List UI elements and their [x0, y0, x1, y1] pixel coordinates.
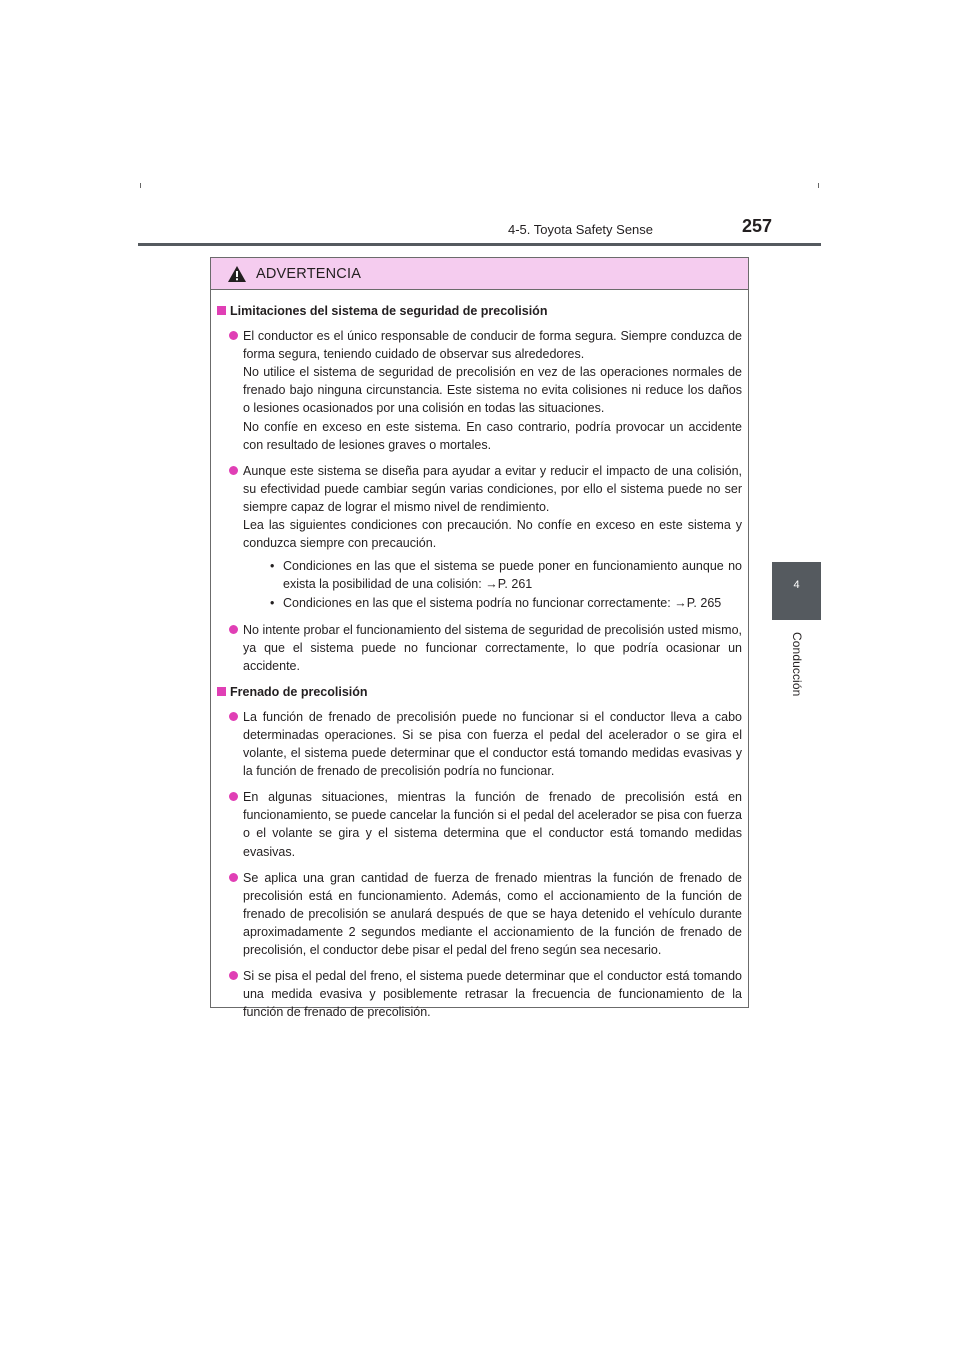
warning-item [217, 327, 742, 454]
section-heading [217, 683, 742, 701]
item-paragraph: No utilice el sistema de seguridad de precolisión en vez de las operaciones normales de frenado bajo ninguna circunstancia. Este sistema no evita colisiones ni reduce los daños o lesiones ocasionados por una colisión en todas las situaciones. [243, 365, 742, 416]
item-paragraph: El conductor es el único responsable de conducir de forma segura. Siempre conduzca de forma segura, teniendo cuidado de observar sus alrededores. [243, 329, 742, 362]
square-bullet-icon [217, 687, 226, 696]
round-bullet-icon [229, 331, 238, 340]
sub-item [243, 594, 742, 612]
round-bullet-icon [229, 712, 238, 721]
sub-item [243, 557, 742, 593]
item-paragraph: No intente probar el funcionamiento del sistema de seguridad de precolisión usted mismo, ya que el sistema puede no funcionar correctamente, lo que podría ocasionar un accidente. [243, 622, 742, 673]
square-bullet-icon [217, 306, 226, 315]
warning-title: ADVERTENCIA [256, 265, 362, 282]
item-paragraph: La función de frenado de precolisión puede no funcionar si el conductor lleva a cabo determinadas operaciones. Si se pisa con fuerza el pedal del acelerador o se gira el volante, el sistema puede determinar que el conductor está tomando medidas evasivas y la función de frenado de precolisión podría no funcionar. [243, 709, 742, 779]
warning-item [217, 621, 742, 675]
item-paragraph: En algunas situaciones, mientras la función de frenado de precolisión está en funcionamiento, se puede cancelar la función si el pedal del acelerador se pisa con fuerza o el volante se gira y el sistema determina que el conductor está tomando medidas evasivas. [243, 790, 742, 859]
sub-item-text: Condiciones en las que el sistema se puede poner en funcionamiento aunque no exista la posibilidad de una colisión: →P. 261 [283, 559, 742, 592]
crop-mark-right [818, 183, 819, 188]
header-rule [138, 243, 821, 246]
section-title: 4-5. Toyota Safety Sense [508, 222, 654, 237]
chapter-number: 4 [793, 579, 800, 591]
warning-item [217, 967, 742, 1021]
chapter-tab [772, 562, 821, 620]
warning-item [217, 462, 742, 613]
item-paragraph: Se aplica una gran cantidad de fuerza de frenado mientras la función de frenado de precolisión está en funcionamiento. Además, como el accionamiento de la función de frenado de precolisión se anulará después de que se haya detenido el vehículo durante aproximadamente 2 segundos mediante el accionamiento de la función de frenado de precolisión, el conductor debe pisar el pedal del freno según sea necesario. [243, 870, 742, 957]
section-heading [217, 302, 742, 320]
page-number: 257 [742, 216, 773, 236]
warning-box [210, 257, 749, 1020]
round-bullet-icon [229, 873, 238, 882]
sub-item-text: Condiciones en las que el sistema podría no funcionar correctamente: →P. 265 [283, 596, 722, 611]
section-heading-text: Limitaciones del sistema de seguridad de precolisión [230, 304, 548, 318]
round-bullet-icon [229, 625, 238, 634]
warning-header [211, 258, 748, 290]
round-bullet-icon [229, 971, 238, 980]
round-bullet-icon [229, 792, 238, 801]
chapter-label: Conducción [790, 632, 804, 697]
round-bullet-icon [229, 466, 238, 475]
item-paragraph: Aunque este sistema se diseña para ayudar a evitar y reducir el impacto de una colisión, su efectividad puede cambiar según varias condiciones, por ello el sistema puede no ser siempre capaz de lograr el mismo nivel de rendimiento. [243, 463, 742, 514]
item-paragraph: Si se pisa el pedal del freno, el sistema puede determinar que el conductor está tomando una medida evasiva y posiblemente retrasar la frecuencia de funcionamiento de la función de frenado de precolisión. [243, 969, 742, 1020]
item-paragraph: Lea las siguientes condiciones con precaución. No confíe en exceso en este sistema y conduzca siempre con precaución. [243, 518, 742, 551]
sub-bullet-icon: • [270, 559, 275, 574]
warning-item [217, 869, 742, 959]
warning-item [217, 788, 742, 860]
item-paragraph: No confíe en exceso en este sistema. En caso contrario, podría provocar un accidente con resultado de lesiones graves o mortales. [243, 419, 742, 452]
warning-triangle-icon [227, 265, 247, 283]
crop-mark-left [140, 183, 141, 188]
warning-body [211, 290, 748, 1021]
sub-bullet-icon: • [270, 596, 275, 611]
warning-item [217, 708, 742, 780]
section-heading-text: Frenado de precolisión [230, 684, 368, 699]
